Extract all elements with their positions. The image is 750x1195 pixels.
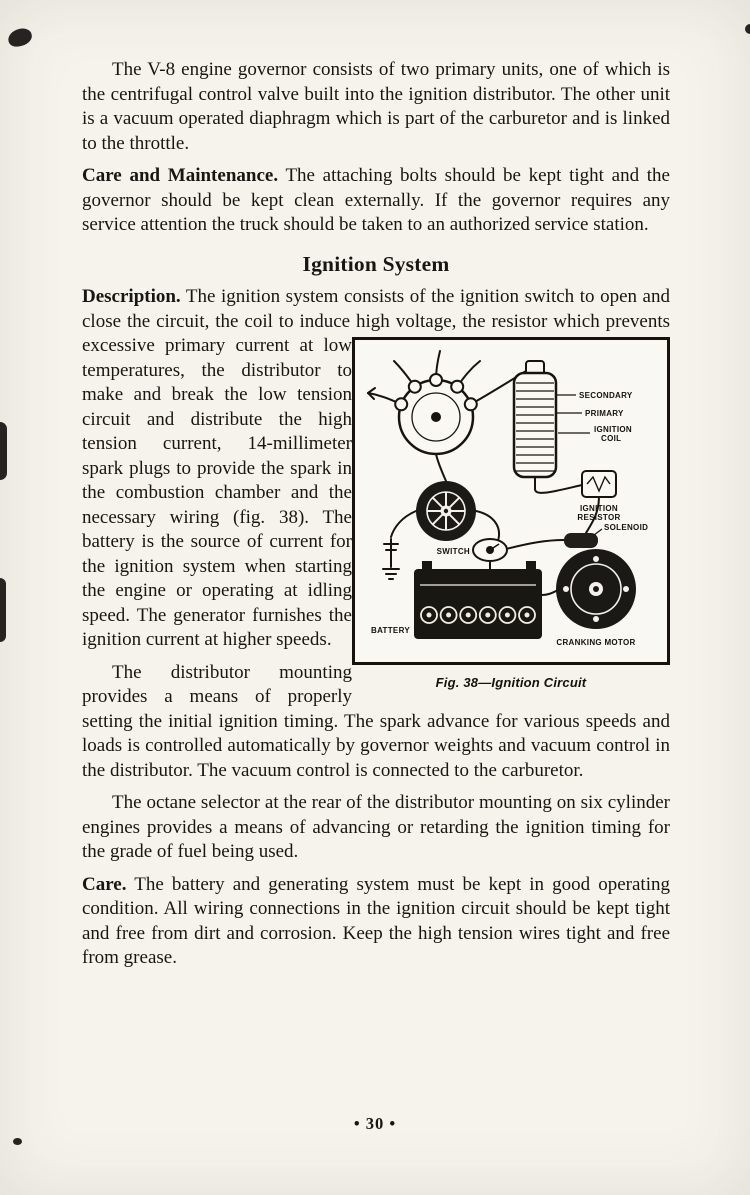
- octane-text: The octane selector at the rear of the distributor mounting on six cylinder engines provides a means of advancing or retarding the ignition timing for the grade of fuel being used.: [82, 792, 670, 862]
- label-secondary: SECONDARY: [579, 391, 633, 400]
- octane-paragraph: [82, 791, 670, 865]
- label-ignition-coil-line1: IGNITION: [594, 425, 632, 434]
- description-text-wrap: the resistor which prevents excessive primary current at low temperatures, the distributor to make and break the low tension circuit and distribute the high tension current, 14-millimeter spark plugs to provide the spark in the combustion chamber and the necessary wiring (fig. 38). The battery is the source of current for the ignition system when starting the engine or operating at idling speed. The generator furnishes the ignition current at higher speeds.: [82, 310, 671, 650]
- solenoid-drawing: [564, 533, 598, 548]
- label-ignition-resistor-line2: RESISTOR: [577, 513, 621, 522]
- care-maintenance-paragraph: [82, 164, 670, 238]
- intro-paragraph: [82, 58, 670, 156]
- section-heading: Ignition System: [302, 251, 450, 276]
- scan-artifact: [745, 24, 750, 34]
- intro-text: The V-8 engine governor consists of two primary units, one of which is the centrifugal control valve built into the ignition distributor. The other unit is a vacuum operated diaphragm which is part of the carburetor and is linked to the throttle.: [82, 59, 670, 154]
- page-number: • 30 •: [353, 1114, 397, 1133]
- description-text-start: The ignition system consists of the ignition switch to open and close the circuit, the coil to induce high voltage,: [82, 286, 670, 332]
- scan-artifact: [0, 422, 7, 480]
- label-cranking-motor: CRANKING MOTOR: [556, 638, 636, 647]
- label-switch: SWITCH: [436, 547, 470, 556]
- care-maintenance-text: The attaching bolts should be kept tight and the governor should be kept clean externally. If the governor requires any service attention the truck should be taken to an authorized service station.: [82, 165, 670, 235]
- label-solenoid: SOLENOID: [604, 523, 649, 532]
- label-primary: PRIMARY: [585, 409, 624, 418]
- description-paragraph: [82, 285, 671, 690]
- care-paragraph: [82, 873, 670, 971]
- scan-artifact: [6, 26, 33, 48]
- spark-plug-drawing: [383, 539, 399, 579]
- distributor-text: The distributor mounting provides a means of properly setting the initial ignition timing. The spark advance for various speeds and loads is controlled automatically by governor weights and vacuum control in the distributor. The vacuum control is connected to the carburetor.: [82, 661, 670, 781]
- ignition-switch-drawing: [473, 539, 507, 561]
- figure-border: [352, 337, 670, 665]
- ignition-circuit-diagram: [358, 343, 664, 659]
- figure-caption: Fig. 38—Ignition Circuit: [435, 675, 587, 690]
- ignition-resistor-drawing: [582, 471, 616, 497]
- care-maintenance-label: Care and Maintenance.: [82, 165, 279, 186]
- description-label: Description.: [82, 286, 181, 307]
- label-ignition-coil-line2: COIL: [601, 434, 622, 443]
- label-battery: BATTERY: [371, 626, 410, 635]
- label-ignition-resistor-line1: IGNITION: [580, 504, 618, 513]
- care-text: The battery and generating system must be kept in good operating condition. All wiring connections in the ignition circuit should be kept tight and free from dirt and corrosion. Keep the high tension wires tight and free from grease.: [82, 873, 670, 968]
- scan-artifact: [0, 578, 6, 642]
- scan-artifact: [13, 1138, 22, 1145]
- distributor-breaker-drawing: [416, 481, 476, 541]
- distributor-cap-drawing: [395, 374, 477, 454]
- cranking-motor-drawing: [556, 549, 636, 629]
- care-label: Care.: [82, 873, 127, 895]
- battery-drawing: [414, 561, 542, 639]
- ignition-circuit-figure: [352, 337, 670, 696]
- ignition-coil-drawing: [514, 361, 556, 477]
